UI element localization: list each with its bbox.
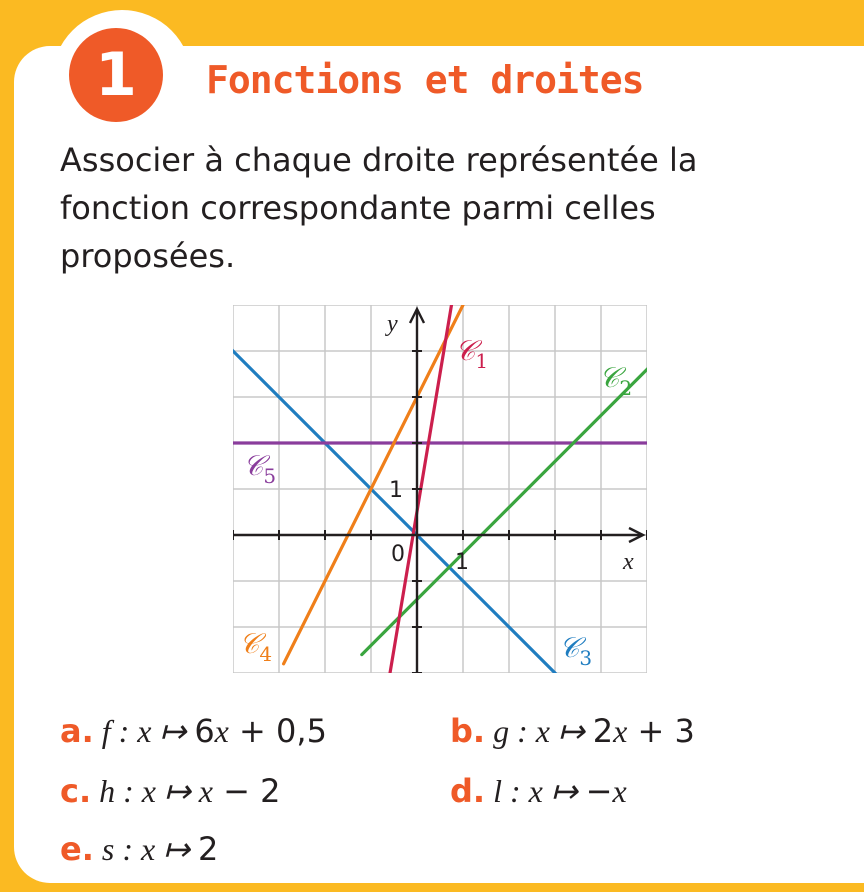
exercise-title: Fonctions et droites: [206, 58, 644, 102]
option-c-expr: x − 2: [198, 772, 281, 810]
curve-c4-label: 𝒞$_4$: [239, 627, 273, 666]
curve-c2-line: [362, 360, 647, 654]
exercise-instruction: Associer à chaque droite représentée la fonction correspondante parmi celles proposées.: [60, 141, 698, 275]
option-d: d. l : x ↦ −x: [450, 772, 627, 810]
x-axis-label: x: [623, 549, 634, 575]
exercise-number-badge: 1: [69, 28, 163, 122]
origin-label: 0: [391, 542, 405, 567]
option-e: e. s : x ↦ 2: [60, 830, 219, 868]
option-a-expr: 6x + 0,5: [194, 712, 327, 750]
curve-c1-label: 𝒞$_1$: [455, 334, 489, 373]
y-axis-label: y: [387, 311, 398, 337]
option-b: b. g : x ↦ 2x + 3: [450, 712, 695, 750]
curve-c5-label: 𝒞$_5$: [243, 449, 277, 488]
grid: [233, 305, 647, 673]
curve-c3-line: [233, 342, 647, 673]
option-e-expr: 2: [197, 830, 219, 868]
graph: [233, 305, 647, 673]
curve-c3-label: 𝒞$_3$: [559, 631, 593, 670]
y-tick-label-1: 1: [389, 478, 403, 503]
option-d-expr: −x: [585, 772, 627, 810]
option-c: c. h : x ↦ x − 2: [60, 772, 281, 810]
option-a: a. f : x ↦ 6x + 0,5: [60, 712, 327, 750]
option-b-expr: 2x + 3: [592, 712, 695, 750]
curve-c2-label: 𝒞$_2$: [599, 361, 633, 400]
x-tick-label-1: 1: [455, 550, 469, 575]
